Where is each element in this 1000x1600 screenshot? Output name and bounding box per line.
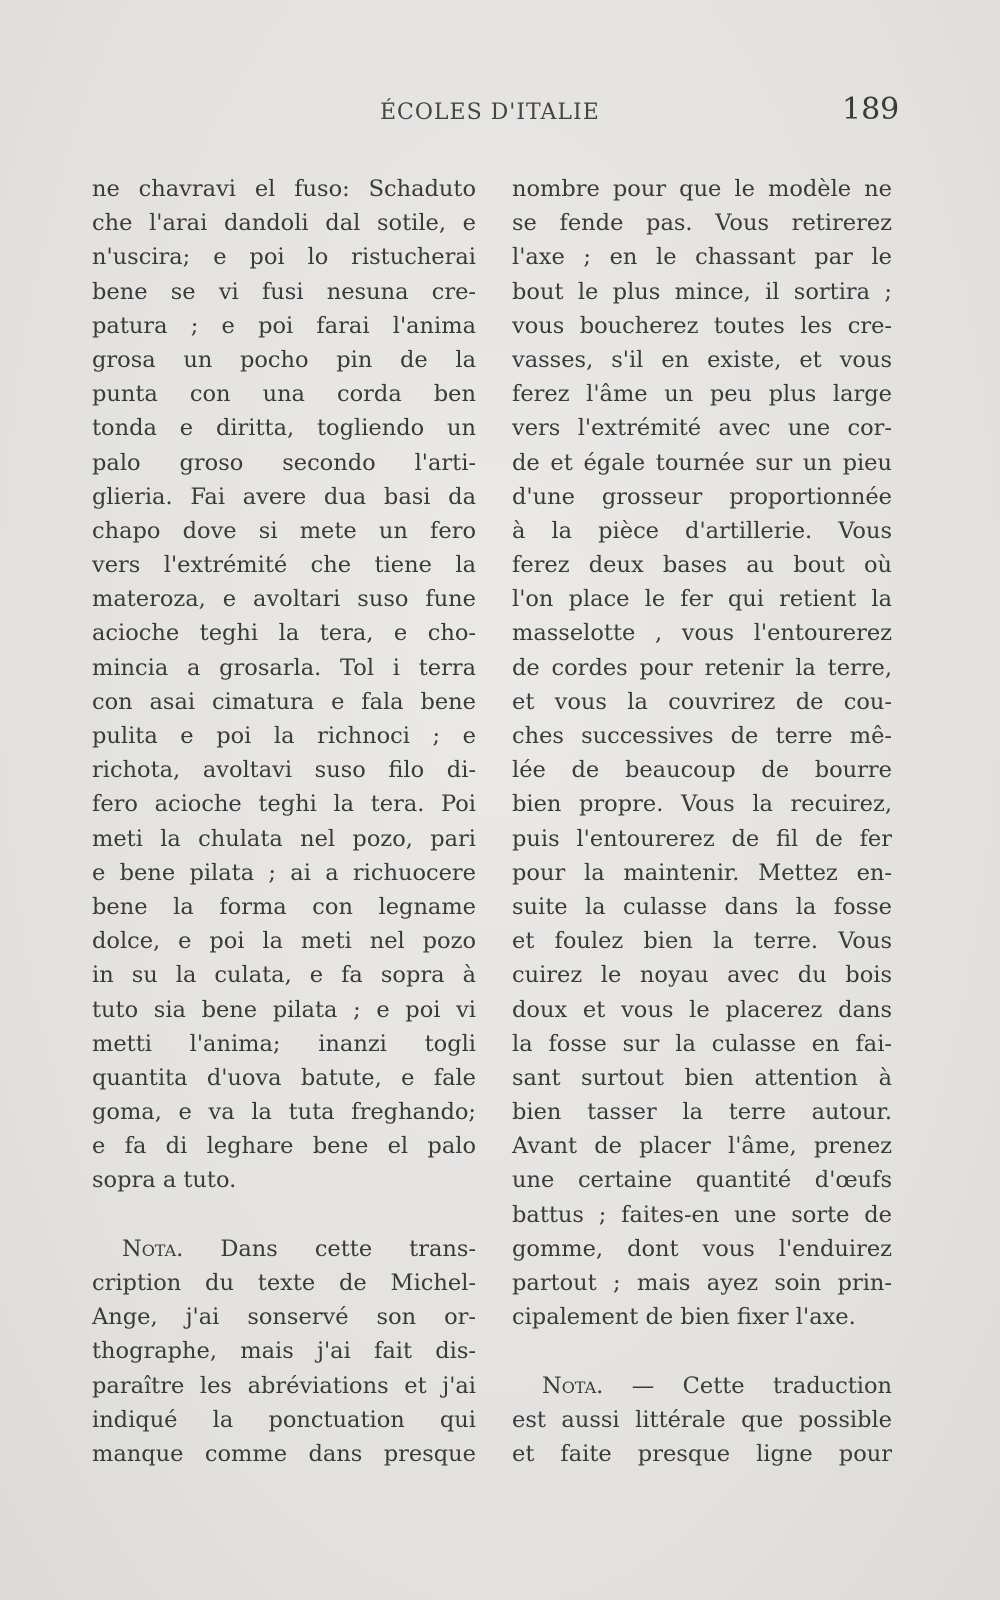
text-line: dolce, e poi la meti nel pozo <box>92 928 476 955</box>
text-line: manque comme dans presque <box>92 1440 476 1467</box>
text-line: fero acioche teghi la tera. Poi <box>92 791 476 818</box>
text-line: ferez deux bases au bout où <box>512 552 892 579</box>
text-line: et foulez bien la terre. Vous <box>512 928 892 955</box>
text-line: paraître les abréviations et j'ai <box>92 1372 476 1399</box>
text-line: tonda e diritta, togliendo un <box>92 415 476 442</box>
text-line: gomme, dont vous l'enduirez <box>512 1235 892 1262</box>
text-line: meti la chulata nel pozo, pari <box>92 825 476 852</box>
text-line: cuirez le noyau avec du bois <box>512 962 892 989</box>
text-line: e bene pilata ; ai a richuocere <box>92 859 476 886</box>
text-line: bene la forma con legname <box>92 893 476 920</box>
text-line: chapo dove si mete un fero <box>92 517 476 544</box>
right-note <box>512 1369 892 1472</box>
running-header <box>0 92 1000 138</box>
text-line: vous boucherez toutes les cre- <box>512 312 892 339</box>
note-label: Nota. <box>122 1235 184 1262</box>
text-line: se fende pas. Vous retirerez <box>512 210 892 237</box>
text-line: e fa di leghare bene el palo <box>92 1133 476 1160</box>
note-first-line-text: Dans cette trans- <box>220 1235 476 1262</box>
text-line: et faite presque ligne pour <box>512 1440 892 1467</box>
text-line: l'on place le fer qui retient la <box>512 586 892 613</box>
text-line: de cordes pour retenir la terre, <box>512 654 892 681</box>
text-line: che l'arai dandoli dal sotile, e <box>92 210 476 237</box>
text-line: partout ; mais ayez soin prin- <box>512 1270 892 1296</box>
text-line: Ange, j'ai sonservé son or- <box>92 1304 476 1331</box>
text-line: sopra a tuto. <box>92 1167 237 1194</box>
text-line: pulita e poi la richnoci ; e <box>92 723 476 749</box>
text-line: cription du texte de Michel- <box>92 1270 476 1296</box>
paragraph-gap <box>512 1334 892 1368</box>
note-text <box>512 1403 892 1471</box>
text-line: suite la culasse dans la fosse <box>512 893 892 920</box>
text-line: materoza, e avoltari suso fune <box>92 586 476 613</box>
text-line: acioche teghi la tera, e cho- <box>92 620 476 647</box>
note-text <box>92 1266 476 1471</box>
left-note <box>92 1232 476 1471</box>
text-line: pour la maintenir. Mettez en- <box>512 859 892 886</box>
text-line: vers l'extrémité avec une cor- <box>512 415 892 442</box>
text-line: vasses, s'il en existe, et vous <box>512 346 892 373</box>
text-line: bout le plus mince, il sortira ; <box>512 278 892 305</box>
text-line: tuto sia bene pilata ; e poi vi <box>92 996 476 1023</box>
note-first-line <box>512 1369 892 1403</box>
note-first-line-text: — Cette traduction <box>631 1372 893 1399</box>
french-translation <box>512 172 892 1334</box>
text-line: richota, avoltavi suso filo di- <box>92 757 476 784</box>
text-line: nombre pour que le modèle ne <box>512 176 892 202</box>
text-line: in su la culata, e fa sopra à <box>92 962 476 989</box>
text-line: bene se vi fusi nesuna cre- <box>92 278 476 305</box>
right-column-french-translation <box>512 172 892 1471</box>
text-line: bien propre. Vous la recuirez, <box>512 791 892 818</box>
text-line: grosa un pocho pin de la <box>92 346 476 373</box>
text-line: l'axe ; en le chassant par le <box>512 244 892 271</box>
page-number: 189 <box>842 92 900 127</box>
text-line: goma, e va la tuta freghando; <box>92 1099 476 1126</box>
text-line: palo groso secondo l'arti- <box>92 449 476 476</box>
text-line: une certaine quantité d'œufs <box>512 1167 892 1194</box>
text-line: con asai cimatura e fala bene <box>92 688 476 715</box>
paragraph-gap <box>92 1198 476 1232</box>
text-line: d'une grosseur proportionnée <box>512 483 892 510</box>
text-line: doux et vous le placerez dans <box>512 996 892 1023</box>
text-line: la fosse sur la culasse en fai- <box>512 1030 892 1057</box>
text-line: bien tasser la terre autour. <box>512 1099 892 1126</box>
text-line: patura ; e poi farai l'anima <box>92 312 476 339</box>
note-label: Nota. <box>542 1372 604 1399</box>
text-line: indiqué la ponctuation qui <box>92 1406 476 1433</box>
text-line: thographe, mais j'ai fait dis- <box>92 1338 476 1365</box>
text-line: ferez l'âme un peu plus large <box>512 381 892 408</box>
text-line: ches successives de terre mê- <box>512 723 892 749</box>
text-line: est aussi littérale que possible <box>512 1406 892 1433</box>
note-first-line <box>92 1232 476 1266</box>
text-line: mincia a grosarla. Tol i terra <box>92 654 476 681</box>
text-line: de et égale tournée sur un pieu <box>512 449 892 476</box>
text-line: ne chavravi el fuso: Schaduto <box>92 176 476 202</box>
italian-transcription <box>92 172 476 1198</box>
text-line: à la pièce d'artillerie. Vous <box>512 517 892 544</box>
running-title: ÉCOLES D'ITALIE <box>380 100 600 125</box>
text-line: vers l'extrémité che tiene la <box>92 552 476 579</box>
text-line: metti l'anima; inanzi togli <box>92 1030 476 1057</box>
text-line: Avant de placer l'âme, prenez <box>512 1133 892 1160</box>
text-line: et vous la couvrirez de cou- <box>512 688 892 715</box>
text-line: lée de beaucoup de bourre <box>512 757 892 784</box>
text-line: punta con una corda ben <box>92 381 476 408</box>
left-column-italian-text <box>92 172 476 1471</box>
text-line: n'uscira; e poi lo ristucherai <box>92 244 476 271</box>
text-line: cipalement de bien fixer l'axe. <box>512 1304 856 1331</box>
text-line: masselotte , vous l'entourerez <box>512 620 892 647</box>
text-line: sant surtout bien attention à <box>512 1064 892 1091</box>
text-line: battus ; faites-en une sorte de <box>512 1201 892 1228</box>
text-line: quantita d'uova batute, e fale <box>92 1064 476 1091</box>
text-line: puis l'entourerez de fil de fer <box>512 825 892 852</box>
text-line: glieria. Fai avere dua basi da <box>92 483 476 510</box>
